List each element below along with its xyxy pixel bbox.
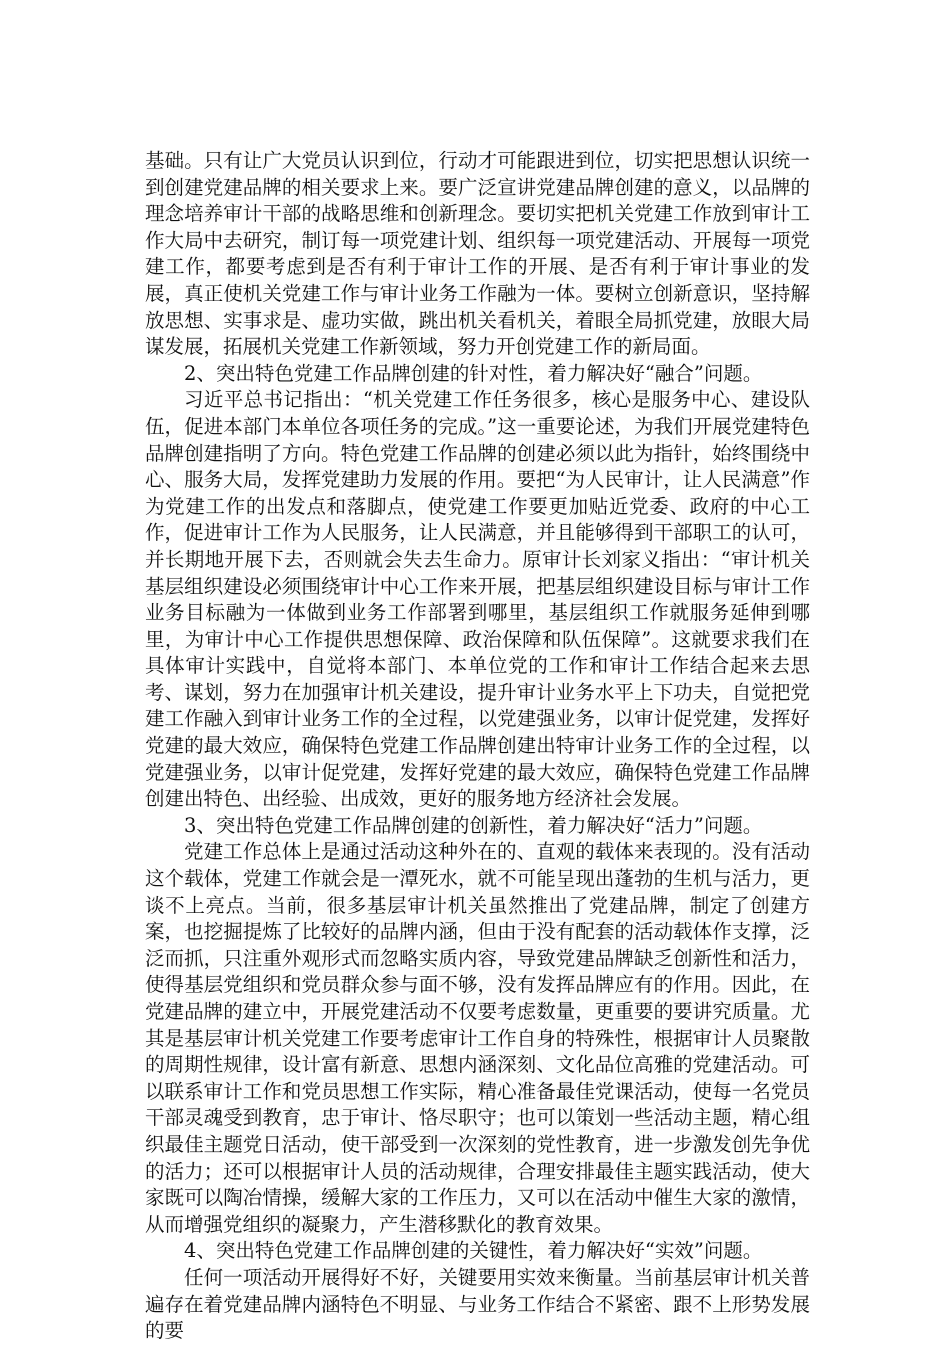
paragraph-section-4: 任何一项活动开展得好不好，关键要用实效来衡量。当前基层审计机关普遍存在着党建品牌内涵特色不明显、与业务工作结合不紧密、跟不上形势发展的要 xyxy=(145,1265,810,1343)
paragraph-section-3: 党建工作总体上是通过活动这种外在的、直观的载体来表现的。没有活动这个载体，党建工作就会是一潭死水，就不可能呈现出蓬勃的生机与活力，更谈不上亮点。当前，很多基层审计机关虽然推出了党建品牌，制定了创建方案，也挖掘提炼了比较好的品牌内涵，但由于没有配套的活动载体作支撑，泛泛而抓，只注重外观形式而忽略实质内容，导致党建品牌缺乏创新性和活力，使得基层党组织和党员群众参与面不够，没有发挥品牌应有的作用。因此，在党建品牌的建立中，开展党建活动不仅要考虑数量，更重要的要讲究质量。尤其是基层审计机关党建工作要考虑审计工作自身的特殊性，根据审计人员聚散的周期性规律，设计富有新意、思想内涵深刻、文化品位高雅的党建活动。可以联系审计工作和党员思想工作实际，精心准备最佳党课活动，使每一名党员干部灵魂受到教育，忠于审计、恪尽职守；也可以策划一些活动主题，精心组织最佳主题党日活动，使干部受到一次深刻的党性教育，进一步激发创先争优的活力；还可以根据审计人员的活动规律，合理安排最佳主题实践活动，使大家既可以陶冶情操，缓解大家的工作压力，又可以在活动中催生大家的激情，从而增强党组织的凝聚力，产生潜移默化的教育效果。 xyxy=(145,840,810,1236)
heading-section-4: 4、突出特色党建工作品牌创建的关键性，着力解决好“实效”问题。 xyxy=(184,1239,763,1263)
paragraph-section-2: 习近平总书记指出：“机关党建工作任务很多，核心是服务中心、建设队伍，促进本部门本单位各项任务的完成。”这一重要论述，为我们开展党建特色品牌创建指明了方向。特色党建工作品牌的创建必须以此为指针，始终围绕中心、服务大局，发挥党建助力发展的作用。要把“为人民审计，让人民满意”作为党建工作的出发点和落脚点，使党建工作要更加贴近党委、政府的中心工作，促进审计工作为人民服务，让人民满意，并且能够得到干部职工的认可，并长期地开展下去，否则就会失去生命力。原审计长刘家义指出：“审计机关基层组织建设必须围绕审计中心工作来开展，把基层组织建设目标与审计工作业务目标融为一体做到业务工作部署到哪里，基层组织工作就服务延伸到哪里，为审计中心工作提供思想保障、政治保障和队伍保障”。这就要求我们在具体审计实践中，自觉将本部门、本单位党的工作和审计工作结合起来去思考、谋划，努力在加强审计机关建设，提升审计业务水平上下功夫，自觉把党建工作融入到审计业务工作的全过程，以党建强业务，以审计促党建，发挥好党建的最大效应，确保特色党建工作品牌创建出特审计业务工作的全过程，以党建强业务，以审计促党建，发挥好党建的最大效应，确保特色党建工作品牌创建出特色、出经验、出成效，更好的服务地方经济社会发展。 xyxy=(145,388,810,811)
heading-section-3: 3、突出特色党建工作品牌创建的创新性，着力解决好“活力”问题。 xyxy=(184,813,763,837)
document-body xyxy=(145,148,810,1345)
heading-section-2: 2、突出特色党建工作品牌创建的针对性，着力解决好“融合”问题。 xyxy=(184,361,763,385)
paragraph-intro-continuation: 基础。只有让广大党员认识到位，行动才可能跟进到位，切实把思想认识统一到创建党建品牌的相关要求上来。要广泛宣讲党建品牌创建的意义，以品牌的理念培养审计干部的战略思维和创新理念。要切实把机关党建工作放到审计工作大局中去研究，制订每一项党建计划、组织每一项党建活动、开展每一项党建工作，都要考虑到是否有利于审计工作的开展、是否有利于审计事业的发展，真正使机关党建工作与审计业务工作融为一体。要树立创新意识，坚持解放思想、实事求是、虚功实做，跳出机关看机关，着眼全局抓党建，放眼大局谋发展，拓展机关党建工作新领域，努力开创党建工作的新局面。 xyxy=(145,149,810,359)
